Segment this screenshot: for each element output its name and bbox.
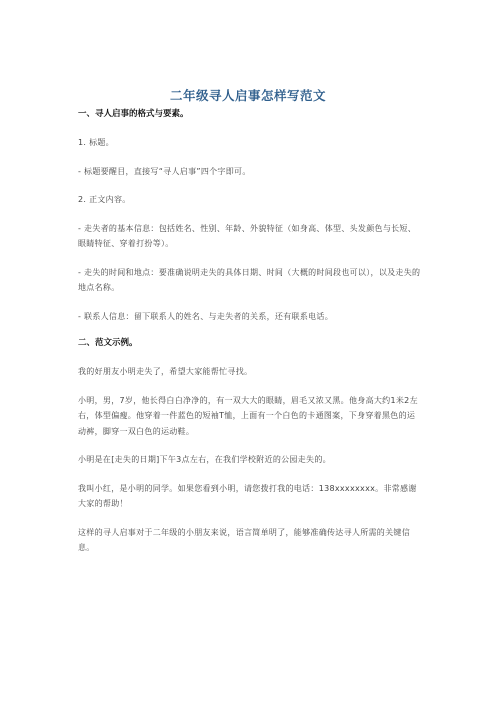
list-item-body: 2. 正文内容。 — [78, 195, 131, 204]
section-heading-example: 二、范文示例。 — [78, 338, 138, 348]
paragraph-title-desc: - 标题要醒目，直接写“寻人启事”四个字即可。 — [78, 166, 251, 176]
example-paragraph-description: 小明，男，7岁，他长得白白净净的，有一双大大的眼睛，眉毛又浓又黑。他身高大约1米2左右，体型偏瘦。他穿着一件蓝色的短袖T恤，上面有一个白色的卡通图案，下身穿着黑色的运动裤，脚穿一双白色的运动鞋。 — [78, 395, 418, 436]
paragraph-time-place: - 走失的时间和地点：要准确说明走失的具体日期、时间（大概的时间段也可以），以及走失的地点名称。 — [78, 267, 421, 292]
list-item-title: 1. 标题。 — [78, 138, 114, 147]
section-heading-format: 一、寻人启事的格式与要素。 — [78, 109, 189, 119]
summary-paragraph: 这样的寻人启事对于二年级的小朋友来说，语言简单明了，能够准确传达寻人所需的关键信息。 — [78, 527, 410, 552]
document-body — [78, 108, 423, 569]
example-paragraph-contact: 我叫小红，是小明的同学。如果您看到小明，请您拨打我的电话：138xxxxxxxx。非常感谢大家的帮助！ — [78, 483, 417, 508]
paragraph-basic-info: - 走失者的基本信息：包括姓名、性别、年龄、外貌特征（如身高、体型、头发颜色与长短、眼睛特征、穿着打扮等）。 — [78, 223, 417, 248]
document-title: 二年级寻人启事怎样写范文 — [169, 88, 326, 103]
paragraph-contact-info: - 联系人信息：留下联系人的姓名、与走失者的关系，还有联系电话。 — [78, 311, 334, 321]
example-paragraph-when-where: 小明是在[走失的日期]下午3点左右，在我们学校附近的公园走失的。 — [78, 455, 331, 464]
example-paragraph-intro: 我的好朋友小明走失了，希望大家能帮忙寻找。 — [78, 367, 253, 376]
